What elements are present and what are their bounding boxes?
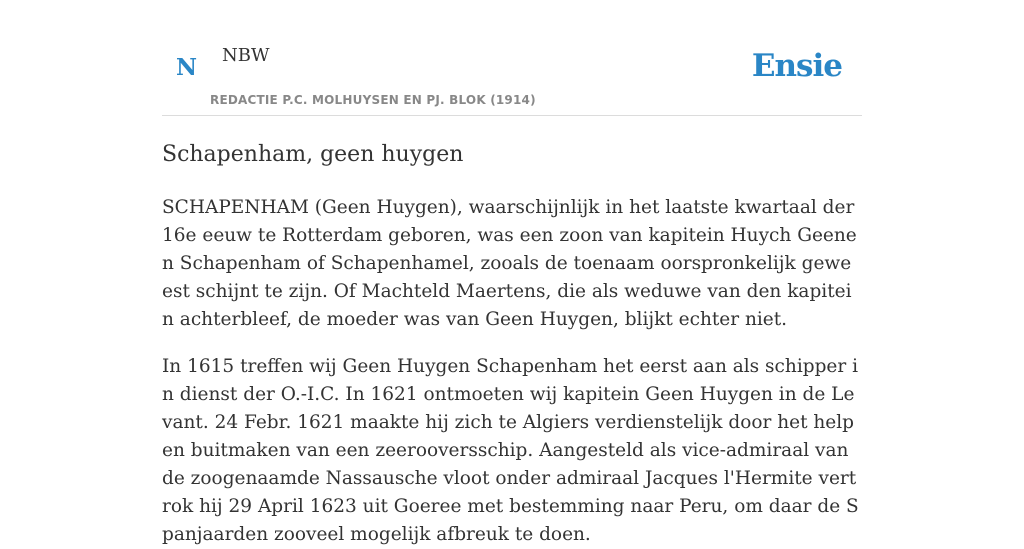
header — [162, 0, 862, 116]
page — [162, 0, 862, 545]
source-name[interactable]: NBW — [222, 45, 270, 66]
article-title: Schapenham, geen huygen — [162, 142, 464, 167]
source-logo[interactable]: N — [176, 54, 198, 81]
brand-logo[interactable]: Ensie — [751, 48, 842, 84]
source-subtitle: REDACTIE P.C. MOLHUYSEN EN PJ. BLOK (1914) — [210, 93, 536, 107]
article-paragraph: SCHAPENHAM (Geen Huygen), waarschijnlijk in het laatste kwartaal der 16e eeuw te Rotterdam geboren, was een zoon van kapitein Huych Geenen Schapenham of Schapenhamel, zooals de toenaam oorspronkelijk geweest schijnt te zijn. Of Machteld Maertens, die als weduwe van den kapitein achterbleef, de moeder was van Geen Huygen, blijkt echter niet. — [162, 197, 857, 330]
article-paragraph: In 1615 treffen wij Geen Huygen Schapenham het eerst aan als schipper in dienst der O.-I.C. In 1621 ontmoeten wij kapitein Geen Huygen in de Levant. 24 Febr. 1621 maakte hij zich te Algiers verdienstelijk door het helpen buitmaken van een zeerooversschip. Aangesteld als vice-admiraal van de zoogenaamde Nassausche vloot onder admiraal Jacques l'Hermite vertrok hij 29 April 1623 uit Goeree met bestemming naar Peru, om daar de Spanjaarden zooveel mogelijk afbreuk te doen. — [162, 356, 859, 545]
